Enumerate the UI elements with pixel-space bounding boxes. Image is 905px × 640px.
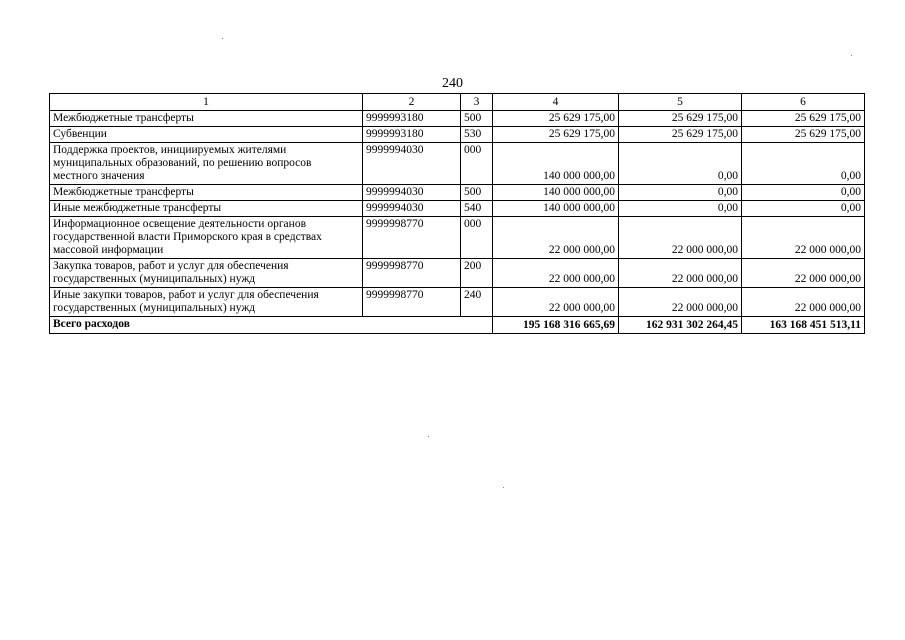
row-value-col4: 22 000 000,00 [493, 288, 619, 317]
row-target-code: 9999998770 [363, 288, 461, 317]
table-row [50, 185, 865, 201]
total-label: Всего расходов [50, 317, 363, 334]
column-header: 2 [363, 94, 461, 111]
row-name: Межбюджетные трансферты [50, 185, 363, 201]
column-header: 5 [619, 94, 742, 111]
total-value-col5: 162 931 302 264,45 [619, 317, 742, 334]
row-value-col5: 22 000 000,00 [619, 259, 742, 288]
budget-expenditure-table [49, 93, 865, 334]
row-value-col5: 25 629 175,00 [619, 111, 742, 127]
total-row [50, 317, 865, 334]
row-target-code: 9999994030 [363, 201, 461, 217]
row-value-col6: 22 000 000,00 [742, 259, 865, 288]
row-value-col5: 22 000 000,00 [619, 217, 742, 259]
row-target-code: 9999998770 [363, 259, 461, 288]
scan-speck [222, 38, 223, 39]
row-value-col5: 0,00 [619, 201, 742, 217]
row-expense-type: 240 [461, 288, 493, 317]
page-number: 240 [442, 76, 463, 91]
total-blank-cell [363, 317, 461, 334]
table-header-row [50, 94, 865, 111]
row-name: Межбюджетные трансферты [50, 111, 363, 127]
table-row [50, 259, 865, 288]
row-value-col5: 0,00 [619, 143, 742, 185]
row-value-col6: 22 000 000,00 [742, 288, 865, 317]
row-target-code: 9999994030 [363, 185, 461, 201]
scan-speck [851, 55, 852, 56]
column-header: 4 [493, 94, 619, 111]
row-value-col6: 0,00 [742, 185, 865, 201]
row-value-col6: 25 629 175,00 [742, 111, 865, 127]
scan-speck [428, 436, 429, 437]
total-blank-cell [461, 317, 493, 334]
row-target-code: 9999994030 [363, 143, 461, 185]
column-header: 3 [461, 94, 493, 111]
row-expense-type: 000 [461, 217, 493, 259]
row-value-col4: 22 000 000,00 [493, 259, 619, 288]
row-value-col6: 25 629 175,00 [742, 127, 865, 143]
row-expense-type: 000 [461, 143, 493, 185]
row-value-col5: 22 000 000,00 [619, 288, 742, 317]
row-expense-type: 200 [461, 259, 493, 288]
row-value-col6: 0,00 [742, 143, 865, 185]
row-value-col4: 25 629 175,00 [493, 127, 619, 143]
row-expense-type: 540 [461, 201, 493, 217]
row-expense-type: 500 [461, 111, 493, 127]
row-value-col4: 22 000 000,00 [493, 217, 619, 259]
row-name: Закупка товаров, работ и услуг для обеспечения государственных (муниципальных) нужд [50, 259, 363, 288]
table-row [50, 288, 865, 317]
row-expense-type: 530 [461, 127, 493, 143]
row-value-col5: 0,00 [619, 185, 742, 201]
column-header: 6 [742, 94, 865, 111]
row-target-code: 9999993180 [363, 111, 461, 127]
row-expense-type: 500 [461, 185, 493, 201]
row-value-col6: 0,00 [742, 201, 865, 217]
table-row [50, 143, 865, 185]
row-name: Иные закупки товаров, работ и услуг для обеспечения государственных (муниципальных) нужд [50, 288, 363, 317]
total-value-col4: 195 168 316 665,69 [493, 317, 619, 334]
row-value-col4: 140 000 000,00 [493, 143, 619, 185]
table-row [50, 127, 865, 143]
row-value-col6: 22 000 000,00 [742, 217, 865, 259]
table-row [50, 201, 865, 217]
row-name: Поддержка проектов, инициируемых жителями муниципальных образований, по решению вопросов местного значения [50, 143, 363, 185]
row-value-col4: 25 629 175,00 [493, 111, 619, 127]
row-value-col5: 25 629 175,00 [619, 127, 742, 143]
row-name: Иные межбюджетные трансферты [50, 201, 363, 217]
total-value-col6: 163 168 451 513,11 [742, 317, 865, 334]
row-value-col4: 140 000 000,00 [493, 201, 619, 217]
row-value-col4: 140 000 000,00 [493, 185, 619, 201]
row-target-code: 9999998770 [363, 217, 461, 259]
table-row [50, 217, 865, 259]
row-name: Информационное освещение деятельности органов государственной власти Приморского края в средствах массовой информации [50, 217, 363, 259]
scan-speck [503, 487, 504, 488]
column-header: 1 [50, 94, 363, 111]
table-row [50, 111, 865, 127]
row-name: Субвенции [50, 127, 363, 143]
row-target-code: 9999993180 [363, 127, 461, 143]
